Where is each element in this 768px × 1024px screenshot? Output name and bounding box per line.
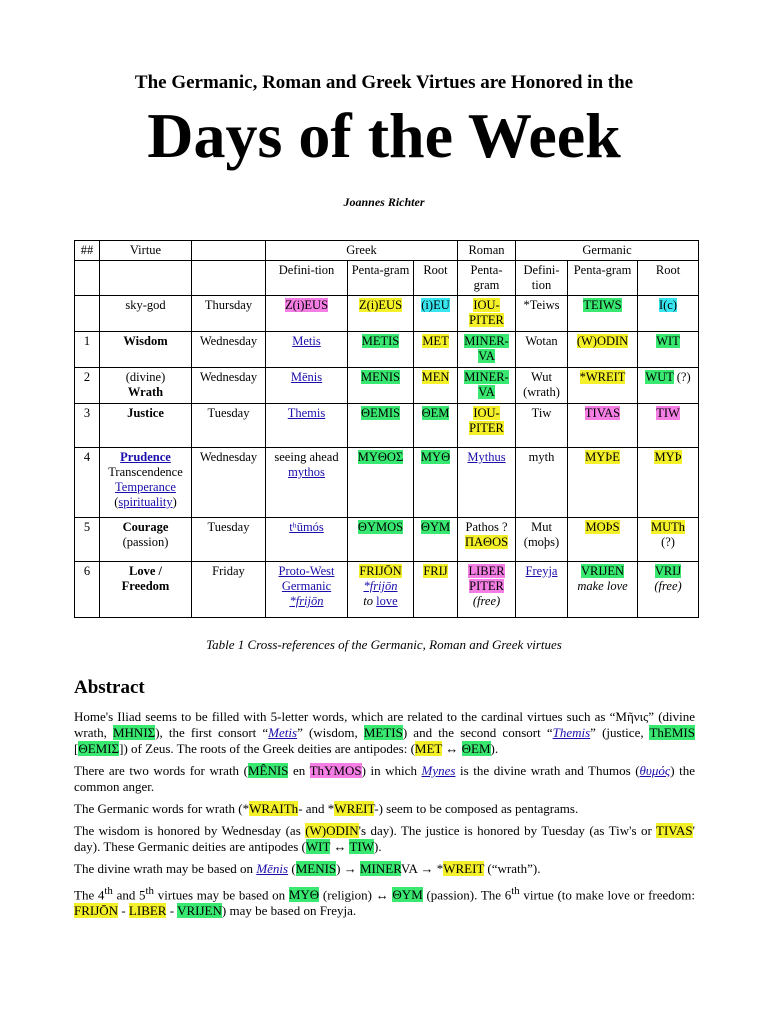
link-thumos-abstract[interactable]: θυμός [639, 763, 671, 778]
link-frijon-2[interactable]: *frijōn [363, 579, 398, 593]
link-prudence[interactable]: Prudence [120, 450, 171, 464]
link-mythus[interactable]: Mythus [467, 450, 506, 464]
header-roman-pentagram: Penta-gram [458, 261, 516, 296]
link-love[interactable]: love [376, 594, 398, 608]
link-freyja[interactable]: Freyja [525, 564, 558, 578]
header-roman: Roman [458, 241, 516, 261]
link-thumos[interactable]: tʰūmós [289, 520, 324, 534]
header-greek-definition: Defini-tion [266, 261, 348, 296]
link-temperance[interactable]: Temperance [115, 480, 176, 494]
abstract-paragraph: There are two words for wrath (MÊNIS en ThYMOS) in which Mynes is the divine wrath and Thumos (θυμός) the common anger. [74, 763, 695, 794]
abstract-heading: Abstract [74, 677, 145, 698]
link-metis[interactable]: Metis [292, 334, 321, 348]
link-themis-abstract[interactable]: Themis [552, 725, 591, 740]
table-row: 6 Love / Freedom Friday Proto-West Germanic *frijōn FRIJŌN *frijōn to love FRIJ LIBER PITER (free) Freyja VRIJEN make love VRIJ (free) [75, 562, 699, 618]
header-greek: Greek [266, 241, 458, 261]
link-mythos[interactable]: mythos [288, 465, 325, 479]
abstract-paragraph: The divine wrath may be based on Mēnis (MENIS) → MINERVA → *WREIT (“wrath”). [74, 861, 541, 876]
abstract-paragraph: The 4th and 5th virtues may be based on MYΘ (religion) ↔ ΘYM (passion). The 6th virtue (to make love or freedom: FRIJŌN - LIBER - VRIJEN) may be based on Freyja. [74, 885, 695, 919]
link-metis-abstract[interactable]: Metis [268, 725, 298, 740]
header-germanic: Germanic [516, 241, 699, 261]
author: Joannes Richter [343, 195, 425, 209]
header-virtue: Virtue [100, 241, 192, 261]
abstract-body [74, 709, 695, 925]
table-row: 1 Wisdom Wednesday Metis METIS MET MINER-VA Wotan (W)ODIN WIT [75, 332, 699, 368]
header-germanic-definition: Defini-tion [516, 261, 568, 296]
header-greek-pentagram: Penta-gram [348, 261, 414, 296]
header-num: ## [75, 241, 100, 261]
header-germanic-pentagram: Penta-gram [568, 261, 638, 296]
table-row: sky-god Thursday Z(i)EUS Z(i)EUS (i)EU IOU-PITER *Teiws TEIWS I(c) [75, 296, 699, 332]
abstract-paragraph: The Germanic words for wrath (*WRAITh- and *WREIT-) seem to be composed as pentagrams. [74, 801, 579, 816]
link-themis[interactable]: Themis [287, 406, 326, 420]
kicker-line: The Germanic, Roman and Greek Virtues are Honored in the [134, 72, 634, 93]
header-greek-root: Root [414, 261, 458, 296]
table-row: 3 Justice Tuesday Themis ΘEMIS ΘEM IOU-PITER Tiw TIVAS TIW [75, 404, 699, 448]
virtues-table [74, 240, 699, 618]
table-row: 4 Prudence Transcendence Temperance (spirituality) Wednesday seeing ahead mythos MYΘOΣ MYΘ Mythus myth MYÞE MYÞ [75, 448, 699, 518]
table-row: 5 Courage (passion) Tuesday tʰūmós ΘYMOS ΘYM Pathos ? ΠAΘOS Mut (moþs) MOÞS MUTh (?) [75, 518, 699, 562]
link-menis[interactable]: Mēnis [290, 370, 323, 384]
header-row-1 [75, 241, 699, 261]
link-spirituality[interactable]: spirituality [118, 495, 173, 509]
abstract-paragraph: Home's Iliad seems to be filled with 5-letter words, which are related to the cardinal virtues such as “Μῆνις” (divine wrath, MHNIΣ), the first consort “Metis” (wisdom, METIS) and the second consort “Themis” (justice, ThEMIS [ΘEMIΣ]) of Zeus. The roots of the Greek deities are antipodes: (MET ↔ ΘEM). [74, 709, 696, 756]
table-caption: Table 1 Cross-references of the Germanic, Roman and Greek virtues [206, 637, 562, 652]
link-proto-west-germanic[interactable]: Proto-West Germanic [278, 564, 335, 593]
document-title: Days of the Week [147, 100, 621, 171]
link-frijon[interactable]: *frijōn [289, 594, 324, 608]
abstract-paragraph: The wisdom is honored by Wednesday (as (W)ODIN's day). The justice is honored by Tuesday (as Tiw's or TIVAS' day). These Germanic deities are antipodes (WIT ↔ TIW). [74, 823, 695, 854]
header-row-2 [75, 261, 699, 296]
table-row: 2 (divine) Wrath Wednesday Mēnis MENIS MEN MINER-VA Wut (wrath) *WREIT WUT (?) [75, 368, 699, 404]
link-mynes[interactable]: Mynes [421, 763, 456, 778]
link-menis-abstract[interactable]: Mēnis [256, 861, 289, 876]
header-germanic-root: Root [638, 261, 699, 296]
